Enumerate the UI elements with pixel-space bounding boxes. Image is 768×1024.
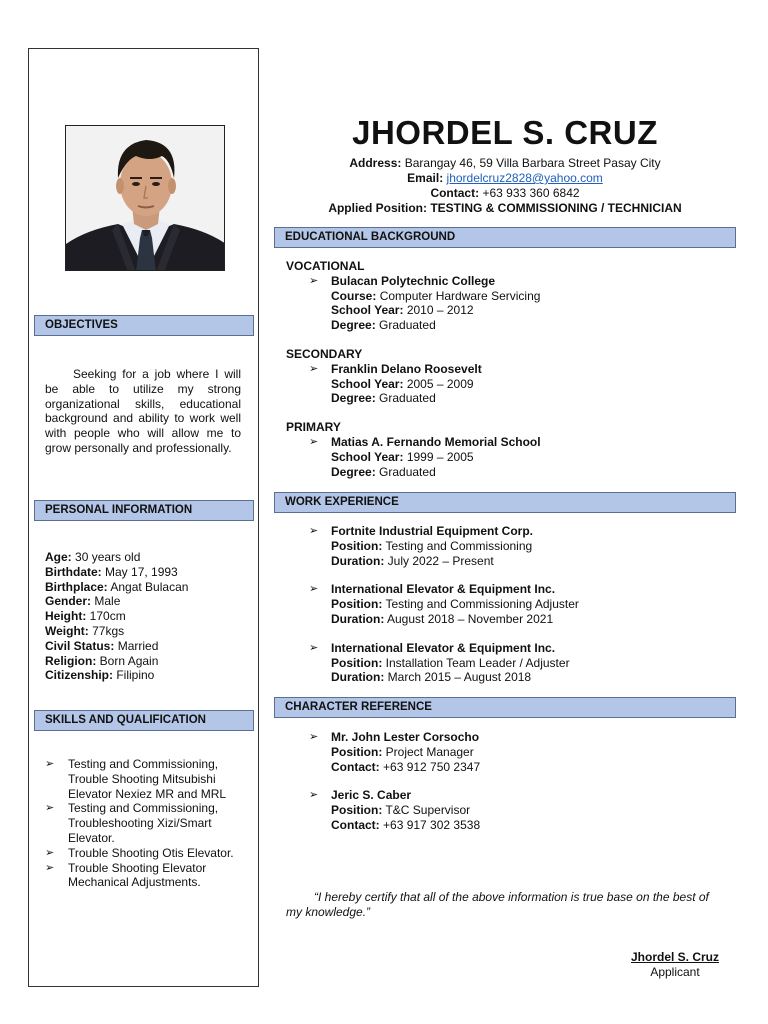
personal-info-item xyxy=(45,654,255,669)
reference-position xyxy=(331,745,726,760)
reference-name: Mr. John Lester Corsocho xyxy=(331,730,480,744)
secondary-heading: SECONDARY xyxy=(286,346,363,361)
personal-info-list xyxy=(45,550,255,683)
contact-label: Contact: xyxy=(331,759,380,774)
objectives-text: Seeking for a job where I will be able to utilize my strong organizational skills, educational background and ability to work well with people who will allow me to grow personally and professionally. xyxy=(45,367,241,455)
primary-heading: PRIMARY xyxy=(286,420,341,435)
character-reference-section xyxy=(286,730,726,833)
education-heading: EDUCATIONAL BACKGROUND xyxy=(274,227,736,248)
personal-info-heading: PERSONAL INFORMATION xyxy=(34,500,254,521)
arrow-bullet-icon: ➢ xyxy=(309,583,319,596)
primary-school: Matias A. Fernando Memorial School xyxy=(331,434,541,449)
personal-info-item xyxy=(45,594,255,609)
gender-value: Male xyxy=(94,594,121,609)
duration-label: Duration: xyxy=(331,670,385,685)
signature-name: Jhordel S. Cruz xyxy=(630,950,719,964)
course-label: Course: xyxy=(331,288,377,303)
birthdate-label: Birthdate: xyxy=(45,564,102,579)
job-entry xyxy=(286,582,726,626)
personal-info-item xyxy=(45,624,255,639)
job-position xyxy=(331,539,726,554)
school-year-value: 2010 – 2012 xyxy=(406,303,474,318)
reference-position xyxy=(331,803,726,818)
education-section xyxy=(286,259,726,479)
position-label: Applied Position: xyxy=(328,201,427,215)
secondary-school: Franklin Delano Roosevelt xyxy=(331,361,482,376)
vocational-year xyxy=(331,303,726,318)
religion-value: Born Again xyxy=(99,653,159,668)
job-position xyxy=(331,597,726,612)
secondary-degree xyxy=(331,391,726,406)
degree-value: Graduated xyxy=(379,391,436,406)
duration-value: March 2015 – August 2018 xyxy=(387,670,532,685)
position-label: Position: xyxy=(331,803,383,818)
personal-info-item xyxy=(45,580,255,595)
contact-value: +63 912 750 2347 xyxy=(383,759,481,774)
job-entry xyxy=(286,524,726,568)
duration-value: July 2022 – Present xyxy=(387,553,494,568)
course-value: Computer Hardware Servicing xyxy=(379,288,541,303)
vocational-course xyxy=(331,289,726,304)
arrow-bullet-icon: ➢ xyxy=(45,846,55,859)
age-value: 30 years old xyxy=(75,550,141,564)
job-entry xyxy=(286,641,726,685)
contact-label: Contact: xyxy=(430,186,480,200)
school-year-value: 1999 – 2005 xyxy=(406,449,474,464)
personal-info-item xyxy=(45,550,255,565)
skill-text: Trouble Shooting Otis Elevator. xyxy=(68,845,234,860)
birthdate-value: May 17, 1993 xyxy=(105,564,178,579)
contact-block xyxy=(270,156,740,216)
certification-statement: “I hereby certify that all of the above information is true base on the best of my knowledge.” xyxy=(286,890,709,919)
address-line xyxy=(270,156,740,171)
civil-status-value: Married xyxy=(117,638,159,653)
reference-name: Jeric S. Caber xyxy=(331,788,412,803)
weight-label: Weight: xyxy=(45,623,89,638)
vocational-degree xyxy=(331,318,726,333)
signature-block xyxy=(620,950,730,980)
job-duration xyxy=(331,554,726,569)
arrow-bullet-icon: ➢ xyxy=(309,641,319,654)
applicant-name: JHORDEL S. CRUZ xyxy=(352,114,658,151)
position-value: Testing and Commissioning Adjuster xyxy=(385,597,579,612)
position-line xyxy=(270,201,740,216)
secondary-entry xyxy=(286,362,726,406)
school-year-label: School Year: xyxy=(331,449,404,464)
arrow-bullet-icon: ➢ xyxy=(309,362,319,375)
contact-value: +63 917 302 3538 xyxy=(383,817,481,832)
job-company: International Elevator & Equipment Inc. xyxy=(331,640,556,655)
position-label: Position: xyxy=(331,538,383,553)
position-label: Position: xyxy=(331,597,383,612)
arrow-bullet-icon: ➢ xyxy=(309,435,319,448)
position-label: Position: xyxy=(331,655,383,670)
signature-role: Applicant xyxy=(650,965,700,979)
work-experience-heading: WORK EXPERIENCE xyxy=(274,492,736,513)
primary-degree xyxy=(331,465,726,480)
position-label: Position: xyxy=(331,744,383,759)
personal-info-item xyxy=(45,668,255,683)
skill-text: Testing and Commissioning, Trouble Shooting Mitsubishi Elevator Nexiez MR and MRL xyxy=(68,757,227,801)
arrow-bullet-icon: ➢ xyxy=(45,861,55,874)
height-value: 170cm xyxy=(89,609,126,624)
birthplace-value: Angat Bulacan xyxy=(110,579,189,594)
personal-info-item xyxy=(45,565,255,580)
school-year-label: School Year: xyxy=(331,303,404,318)
position-value: Project Manager xyxy=(385,744,474,759)
arrow-bullet-icon: ➢ xyxy=(45,802,55,815)
work-experience-section xyxy=(286,524,726,685)
arrow-bullet-icon: ➢ xyxy=(309,525,319,537)
height-label: Height: xyxy=(45,609,87,624)
citizenship-value: Filipino xyxy=(116,668,155,683)
degree-label: Degree: xyxy=(331,318,376,333)
reference-entry xyxy=(286,788,726,832)
arrow-bullet-icon: ➢ xyxy=(45,758,55,770)
job-duration xyxy=(331,612,726,627)
position-value: T&C Supervisor xyxy=(385,803,471,818)
degree-value: Graduated xyxy=(379,464,436,479)
skill-item xyxy=(45,801,245,845)
position-value: TESTING & COMMISSIONING / TECHNICIAN xyxy=(430,201,682,215)
arrow-bullet-icon: ➢ xyxy=(309,789,319,802)
objectives-heading: OBJECTIVES xyxy=(34,315,254,336)
profile-photo xyxy=(65,125,225,271)
degree-label: Degree: xyxy=(331,464,376,479)
skill-text: Trouble Shooting Elevator Mechanical Adjustments. xyxy=(68,860,207,890)
personal-info-item xyxy=(45,609,255,624)
job-company: International Elevator & Equipment Inc. xyxy=(331,582,556,597)
degree-value: Graduated xyxy=(379,318,436,333)
civil-status-label: Civil Status: xyxy=(45,638,115,653)
secondary-year xyxy=(331,377,726,392)
religion-label: Religion: xyxy=(45,653,97,668)
citizenship-label: Citizenship: xyxy=(45,668,113,683)
duration-label: Duration: xyxy=(331,553,385,568)
job-position xyxy=(331,656,726,671)
primary-entry xyxy=(286,435,726,479)
primary-year xyxy=(331,450,726,465)
skill-item xyxy=(45,861,245,891)
email-line xyxy=(270,171,740,186)
personal-info-item xyxy=(45,639,255,654)
weight-value: 77kgs xyxy=(92,623,125,638)
duration-value: August 2018 – November 2021 xyxy=(387,611,554,626)
address-label: Address: xyxy=(349,156,402,170)
email-link[interactable]: jhordelcruz2828@yahoo.com xyxy=(446,171,603,185)
job-company: Fortnite Industrial Equipment Corp. xyxy=(331,524,533,538)
contact-value: +63 933 360 6842 xyxy=(482,186,580,200)
vocational-entry xyxy=(286,274,726,333)
contact-label: Contact: xyxy=(331,817,380,832)
job-duration xyxy=(331,670,726,685)
duration-label: Duration: xyxy=(331,611,385,626)
arrow-bullet-icon: ➢ xyxy=(309,274,319,287)
skill-item xyxy=(45,846,245,861)
birthplace-label: Birthplace: xyxy=(45,579,108,594)
degree-label: Degree: xyxy=(331,391,376,406)
age-label: Age: xyxy=(45,550,72,564)
skill-item xyxy=(45,757,245,801)
position-value: Installation Team Leader / Adjuster xyxy=(385,655,570,670)
contact-line xyxy=(270,186,740,201)
skills-list xyxy=(45,757,245,890)
reference-contact xyxy=(331,818,726,833)
gender-label: Gender: xyxy=(45,594,92,609)
arrow-bullet-icon: ➢ xyxy=(309,731,319,743)
character-reference-heading: CHARACTER REFERENCE xyxy=(274,697,736,718)
skill-text: Testing and Commissioning, Troubleshooting Xizi/Smart Elevator. xyxy=(68,801,219,845)
position-value: Testing and Commissioning xyxy=(385,538,533,553)
vocational-school: Bulacan Polytechnic College xyxy=(331,273,496,288)
school-year-value: 2005 – 2009 xyxy=(406,376,474,391)
address-value: Barangay 46, 59 Villa Barbara Street Pasay City xyxy=(404,156,661,170)
reference-entry xyxy=(286,730,726,774)
vocational-heading: VOCATIONAL xyxy=(286,259,365,273)
school-year-label: School Year: xyxy=(331,376,404,391)
sidebar xyxy=(28,48,259,987)
skills-heading: SKILLS AND QUALIFICATION xyxy=(34,710,254,731)
reference-contact xyxy=(331,760,726,775)
email-label: Email: xyxy=(407,171,444,185)
